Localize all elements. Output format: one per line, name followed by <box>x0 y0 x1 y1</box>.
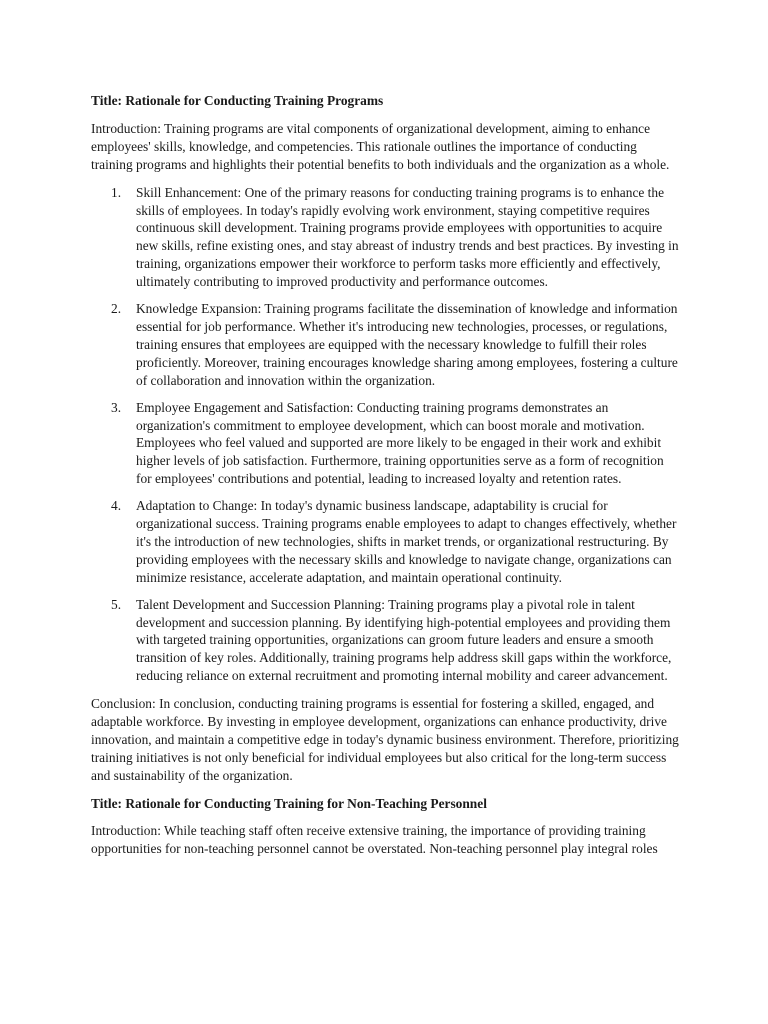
document-page <box>91 92 681 867</box>
list-item-number: 5. <box>111 596 122 612</box>
introduction-paragraph: Introduction: Training programs are vital components of organizational development, aiming to enhance employees' skills, knowledge, and competencies. This rationale outlines the importance of conducting training programs and highlights their potential benefits to both individuals and the organization as a whole. <box>91 120 670 172</box>
list-item <box>91 497 681 587</box>
list-item-text: Employee Engagement and Satisfaction: Conducting training programs demonstrates an organization's commitment to employee development, which can boost morale and motivation. Employees who feel valued and supported are more likely to be engaged in their work and exhibit higher levels of job satisfaction. Furthermore, training opportunities serve as a form of recognition for employees' contributions and potential, leading to increased loyalty and retention rates. <box>136 399 664 487</box>
list-item <box>91 399 681 489</box>
list-item-text: Skill Enhancement: One of the primary reasons for conducting training programs is to enhance the skills of employees. In today's rapidly evolving work environment, staying competitive requires continuous skill development. Training programs provide employees with opportunities to acquire new skills, refine existing ones, and stay abreast of industry trends and best practices. By investing in training, organizations empower their workforce to perform tasks more efficiently and effectively, ultimately contributing to improved productivity and performance outcomes. <box>136 184 679 290</box>
conclusion-paragraph: Conclusion: In conclusion, conducting training programs is essential for fostering a skilled, engaged, and adaptable workforce. By investing in employee development, organizations can enhance productivity, drive innovation, and maintain a competitive edge in today's dynamic business environment. Therefore, prioritizing training initiatives is not only beneficial for individual employees but also critical for the long-term success and sustainability of the organization. <box>91 696 679 783</box>
list-item-number: 2. <box>111 301 122 317</box>
rationale-list <box>91 184 681 686</box>
list-item <box>91 596 681 686</box>
list-item-number: 4. <box>111 498 122 514</box>
second-introduction-paragraph: Introduction: While teaching staff often receive extensive training, the importance of providing training opportunities for non-teaching personnel cannot be overstated. Non-teaching personnel play integral roles <box>91 822 658 856</box>
list-item-number: 3. <box>111 399 122 415</box>
list-item-number: 1. <box>111 184 122 200</box>
list-item-text: Knowledge Expansion: Training programs facilitate the dissemination of knowledge and information essential for job performance. Whether it's introducing new technologies, processes, or regulations, training ensures that employees are equipped with the necessary knowledge to fulfill their roles proficiently. Moreover, training encourages knowledge sharing among employees, fostering a culture of collaboration and innovation within the organization. <box>136 301 678 388</box>
document-title: Title: Rationale for Conducting Training Programs <box>91 93 384 108</box>
second-document-title: Title: Rationale for Conducting Training for Non-Teaching Personnel <box>91 795 487 811</box>
list-item <box>91 184 681 291</box>
list-item <box>91 300 681 390</box>
list-item-text: Adaptation to Change: In today's dynamic business landscape, adaptability is crucial for organizational success. Training programs enable employees to adapt to changes effectively, whether it's the introduction of new technologies, shifts in market trends, or organizational restructuring. By providing employees with the necessary skills and knowledge to navigate change, organizations can minimize resistance, accelerate adaptation, and maintain operational continuity. <box>136 498 677 585</box>
list-item-text: Talent Development and Succession Planning: Training programs play a pivotal role in talent development and succession planning. By identifying high-potential employees and providing them with targeted training opportunities, organizations can groom future leaders and ensure a smooth transition of key roles. Additionally, training programs help address skill gaps within the workforce, reducing reliance on external recruitment and promoting internal mobility and career advancement. <box>136 596 672 684</box>
